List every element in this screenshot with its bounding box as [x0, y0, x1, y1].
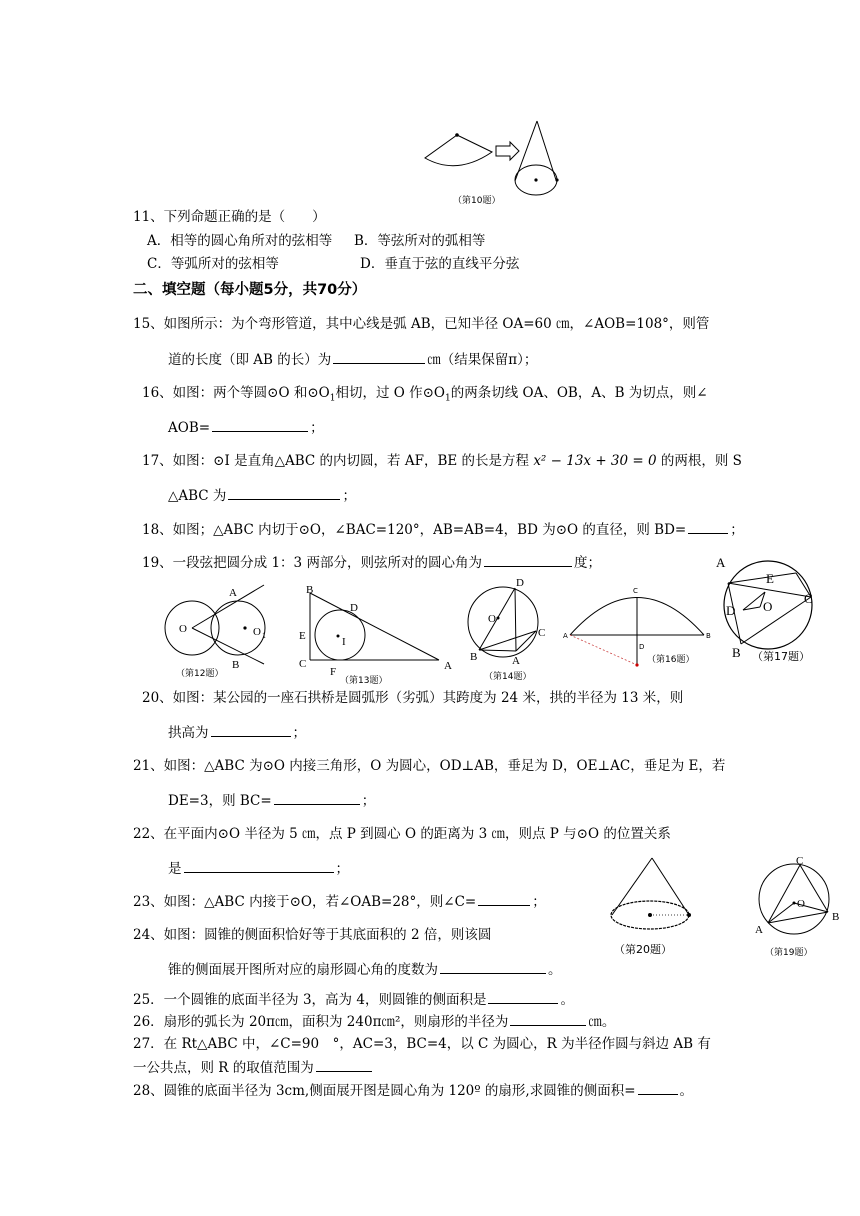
- q21-line1: 21、如图：△ABC 为⊙O 内接三角形，O 为圆心，OD⊥AB，垂足为 D，OE⊥AC，垂足为 E，若: [133, 758, 726, 774]
- q23-blank[interactable]: [478, 892, 530, 906]
- fig19-label-a: A: [755, 924, 763, 936]
- q25-blank[interactable]: [488, 990, 558, 1004]
- q22-text-b: ；: [335, 861, 349, 877]
- fig14-label-a: A: [512, 655, 520, 667]
- q20-text-b: ；: [292, 725, 306, 741]
- fig12-label-o: O: [179, 623, 187, 635]
- figure-13: [296, 583, 456, 678]
- figure-10-caption: （第10题）: [453, 196, 501, 206]
- q24-line2: [168, 960, 562, 979]
- section-heading: 二、填空题（每小题5分，共70分）: [133, 282, 367, 298]
- q15-text-a: 道的长度（即 AB 的长）为: [168, 352, 332, 368]
- fig19-label-c: C: [796, 855, 804, 867]
- fig13-label-b: B: [306, 584, 314, 596]
- fig13-label-i: I: [342, 636, 346, 648]
- q19-line1: [142, 553, 601, 572]
- fig17-label-o: O: [763, 599, 773, 614]
- q18-blank[interactable]: [688, 520, 728, 534]
- figure-13-caption: （第13题）: [340, 676, 388, 686]
- q22-text-a: 是: [168, 861, 182, 877]
- q21-text-b: ；: [361, 793, 376, 809]
- q11-stem: 11、下列命题正确的是（ ）: [133, 209, 326, 225]
- q23-text-a: 23、如图：△ABC 内接于⊙O，若∠OAB=28°，则∠C=: [133, 894, 477, 910]
- figure-19: [752, 853, 842, 943]
- q24-blank[interactable]: [440, 960, 546, 974]
- fig14-label-c: C: [538, 627, 546, 639]
- q17-line2: [168, 486, 356, 505]
- q26-line1: [133, 1012, 615, 1031]
- q11-option-a: A．相等的圆心角所对的弦相等: [147, 233, 333, 249]
- q16-text-c: 的两条切线 OA、OB，A、B 为切点，则∠: [450, 385, 708, 401]
- fig17-label-e: E: [766, 571, 774, 586]
- fig13-label-d: D: [350, 602, 358, 614]
- q19-blank[interactable]: [484, 553, 572, 567]
- fig12-label-o1-sub: 1: [262, 631, 266, 640]
- q15-blank[interactable]: [333, 350, 425, 364]
- q21-text-a: DE=3，则 BC=: [168, 793, 272, 809]
- fig16-label-a: A: [563, 632, 568, 640]
- q27-text-a: 一公共点，则 R 的取值范围为: [133, 1060, 314, 1076]
- q17-line1: [142, 452, 742, 470]
- figure-16-caption: （第16题）: [647, 655, 695, 665]
- q16-line2: [168, 418, 324, 437]
- fig14-label-d: D: [516, 577, 524, 589]
- q15-text-b: ㎝（结果保留π）；: [427, 352, 538, 368]
- q17-equation: x² − 13x + 30 = 0: [533, 453, 657, 469]
- fig19-label-b: B: [832, 911, 840, 923]
- fig12-label-o1: O: [253, 626, 261, 638]
- q20-text-a: 拱高为: [168, 725, 209, 741]
- fig13-label-e: E: [299, 630, 306, 642]
- q16-text-b: 相切，过 O 作⊙O: [335, 385, 445, 401]
- q21-line2: [168, 791, 375, 810]
- q15-line1: 15、如图所示：为个弯形管道，其中心线是弧 AB，已知半径 OA=60 ㎝，∠AOB=108°，则管: [133, 316, 710, 332]
- q21-blank[interactable]: [274, 791, 360, 805]
- fig12-label-b: B: [232, 659, 240, 671]
- q26-blank[interactable]: [510, 1012, 586, 1026]
- fig13-label-f: F: [330, 666, 337, 678]
- fig12-label-a: A: [229, 587, 237, 599]
- q28-blank[interactable]: [638, 1081, 678, 1095]
- q22-line2: [168, 859, 349, 878]
- fig13-label-a: A: [444, 660, 452, 672]
- q11-option-b: B．等弦所对的弧相等: [354, 233, 486, 249]
- q23-text-b: ；: [532, 894, 546, 910]
- fig14-label-o: O: [488, 613, 496, 625]
- q16-text-d: AOB=: [168, 420, 211, 436]
- q28-text-b: 。: [679, 1083, 694, 1099]
- q17-text-c: △ABC 为: [168, 488, 227, 504]
- q11-option-c: C．等弧所对的弦相等: [147, 256, 279, 272]
- figure-14: [458, 578, 548, 668]
- q24-text-a: 锥的侧面展开图所对应的扇形圆心角的度数为: [168, 962, 438, 978]
- q27-line1: 27．在 Rt△ABC 中，∠C=90 °，AC=3，BC=4，以 C 为圆心，R 为半径作圆与斜边 AB 有: [133, 1036, 711, 1052]
- figure-10: [420, 118, 565, 198]
- fig16-label-b: B: [706, 632, 711, 640]
- fig13-label-c: C: [299, 658, 307, 670]
- fig17-label-c: C: [804, 591, 813, 606]
- q20-line1: 20、如图：某公园的一座石拱桥是圆弧形（劣弧）其跨度为 24 米，拱的半径为 13 米，则: [142, 690, 684, 706]
- fig19-label-o: O: [797, 898, 805, 910]
- q18-text-b: ；: [730, 522, 744, 538]
- q19-text-a: 19、一段弦把圆分成 1：3 两部分，则弦所对的圆心角为: [142, 555, 482, 571]
- q16-text-a: 16、如图：两个等圆⊙O 和⊙O: [142, 385, 330, 401]
- fig17-label-d: D: [726, 603, 736, 618]
- q20-blank[interactable]: [211, 723, 291, 737]
- q24-text-b: 。: [548, 962, 562, 978]
- q22-blank[interactable]: [184, 859, 334, 873]
- q26-text-b: ㎝。: [588, 1014, 616, 1030]
- q17-text-a: 17、如图：⊙I 是直角△ABC 的内切圆，若 AF，BE 的长是方程: [142, 453, 530, 469]
- fig17-label-b: B: [732, 645, 741, 660]
- q17-text-d: ；: [342, 488, 356, 504]
- q16-blank[interactable]: [212, 418, 308, 432]
- q11-option-d: D．垂直于弦的直线平分弦: [360, 256, 520, 272]
- fig16-label-c: C: [633, 587, 638, 595]
- q16-sub2: 1: [445, 393, 451, 404]
- fig17-label-a: A: [716, 555, 726, 570]
- q27-line2: [133, 1058, 374, 1077]
- figure-14-caption: （第14题）: [484, 672, 532, 682]
- q25-text-a: 25．一个圆锥的底面半径为 3，高为 4，则圆锥的侧面积是: [133, 992, 487, 1008]
- q15-line2: [168, 350, 537, 369]
- figure-12: [160, 582, 275, 671]
- figure-17-caption: （第17题）: [752, 650, 810, 663]
- q18-line1: [142, 520, 744, 539]
- q26-text-a: 26．扇形的弧长为 20π㎝，面积为 240π㎝²，则扇形的半径为: [133, 1014, 509, 1030]
- q25-text-b: 。: [560, 992, 574, 1008]
- q25-line1: [133, 990, 574, 1009]
- q28-line1: [133, 1081, 693, 1100]
- q23-line1: [133, 892, 546, 911]
- figure-19-caption: （第19题）: [765, 948, 813, 958]
- fig14-label-b: B: [470, 651, 478, 663]
- q17-blank[interactable]: [228, 486, 340, 500]
- q16-text-e: ；: [310, 420, 324, 436]
- q17-text-b: 的两根，则 S: [660, 453, 742, 469]
- q19-text-b: 度；: [573, 555, 601, 571]
- q28-text-a: 28、圆锥的底面半径为 3cm,侧面展开图是圆心角为 120º 的扇形,求圆锥的侧面积=: [133, 1083, 636, 1099]
- q18-text-a: 18、如图；△ABC 内切于⊙O，∠BAC=120°，AB=AB=4，BD 为⊙O 的直径，则 BD=: [142, 522, 687, 538]
- figure-12-caption: （第12题）: [176, 669, 224, 679]
- q16-sub1: 1: [329, 393, 336, 404]
- figure-20: [605, 855, 705, 940]
- q20-line2: [168, 723, 306, 742]
- fig16-label-d: D: [639, 643, 645, 651]
- q22-line1: 22、在平面内⊙O 半径为 5 ㎝，点 P 到圆心 O 的距离为 3 ㎝，则点 P 与⊙O 的位置关系: [133, 826, 671, 842]
- figure-20-caption: （第20题）: [614, 943, 672, 956]
- q24-line1: 24、如图：圆锥的侧面积恰好等于其底面积的 2 倍，则该圆: [133, 927, 492, 943]
- q16-line1: [142, 384, 708, 408]
- q27-blank[interactable]: [316, 1058, 372, 1072]
